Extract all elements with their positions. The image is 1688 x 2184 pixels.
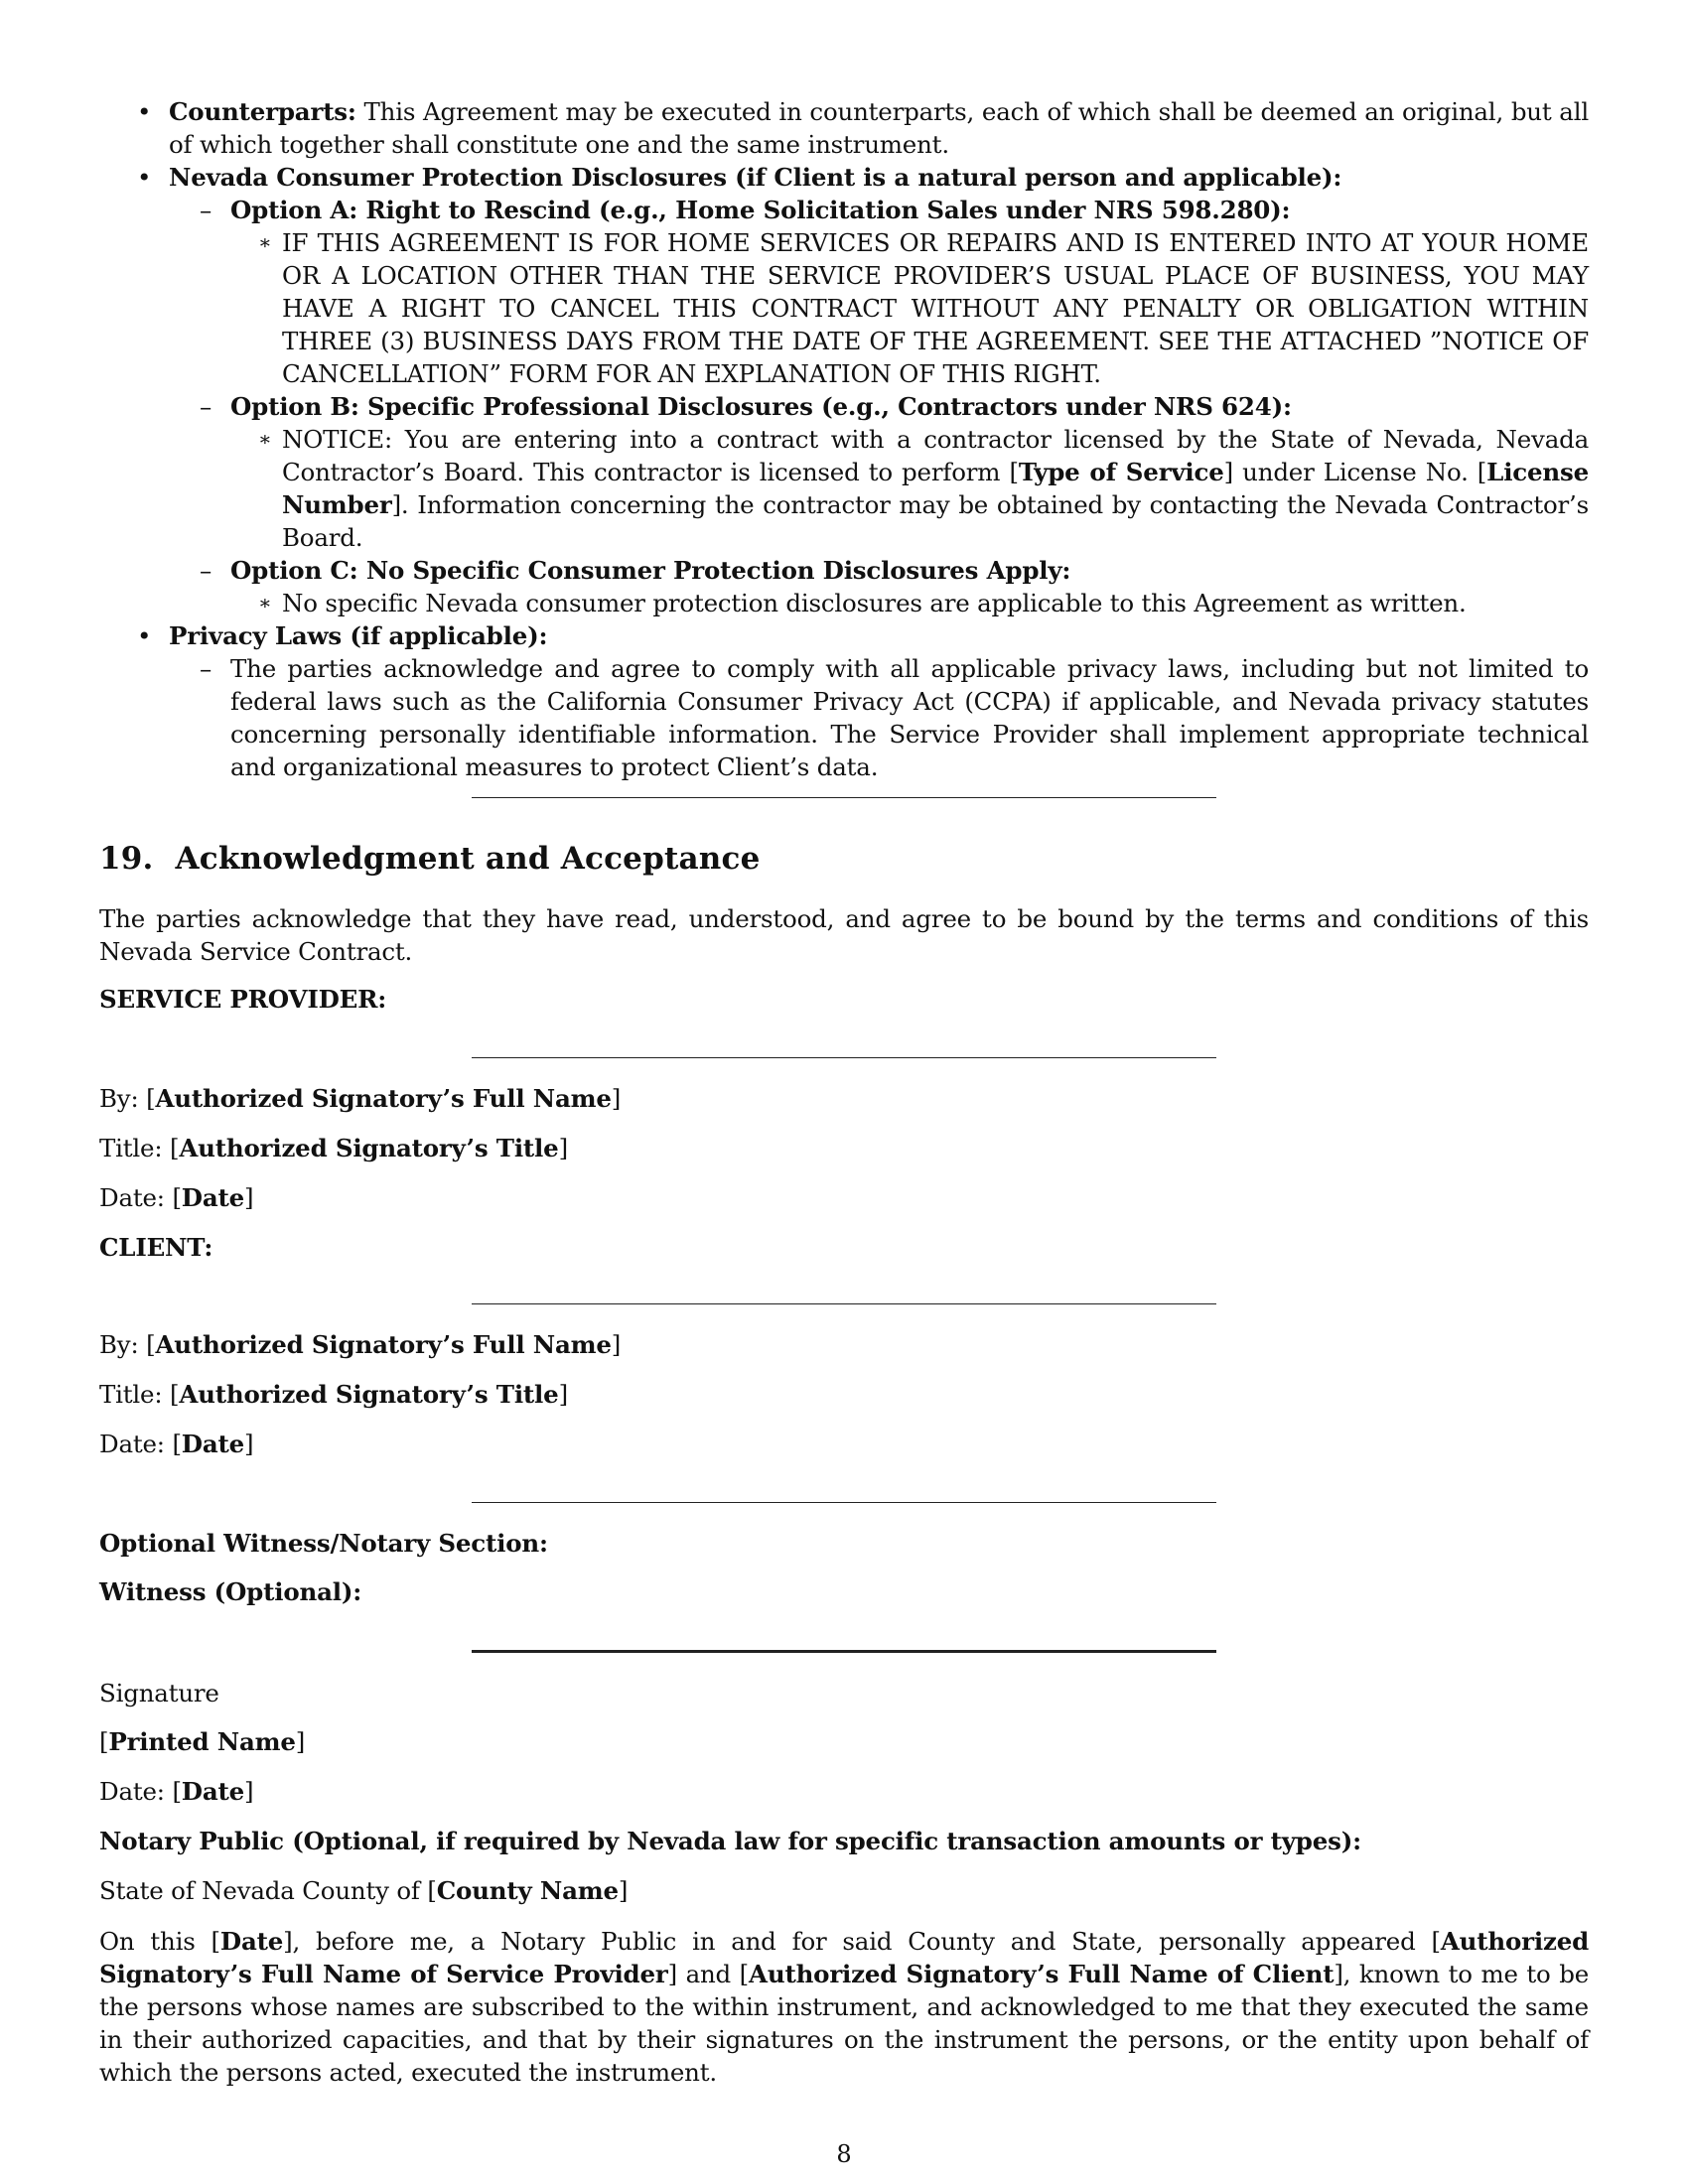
notary-provider-placeholder: Authorized Signatory’s Full Name of Service Provider [99,1927,1590,1988]
option-b-text-part: ] under License No. [ [1223,458,1487,486]
witness-date: Date: [Date] [99,1777,254,1806]
notary-text-part: ], known to me to be the persons whose names are subscribed to the within instrument, and acknowledged to me that they executed the same in their authorized capacities, and that by their signatures on the instrument the persons, or the entity upon behalf of which the persons acted, executed the instrument. [99,1960,1589,2087]
client-date: Date: [Date] [99,1430,254,1458]
section-heading [99,843,1589,876]
option-b-text-part: NOTICE: You are entering into a contract with a contractor licensed by the State of Nevada, Nevada Contractor’s Board. This contractor is licensed to perform [ [282,425,1589,486]
option-c-text: ∗ No specific Nevada consumer protection disclosures are applicable to this Agreement as written. [230,587,1589,619]
provider-signature-line [472,1057,1216,1058]
by-label: By: [ [99,1084,156,1113]
client-heading: CLIENT: [99,1233,213,1262]
option-a-label: Option A: Right to Rescind (e.g., Home Solicitation Sales under NRS 598.280): [230,196,1291,224]
notary-county: State of Nevada County of [County Name] [99,1876,629,1905]
provider-name-placeholder: Authorized Signatory’s Full Name [155,1084,612,1113]
witness-signature-label: Signature [99,1679,219,1707]
list-item-nevada-disclosures [99,161,1589,619]
option-b-label: Option B: Specific Professional Disclosures (e.g., Contractors under NRS 624): [230,392,1292,421]
license-number-placeholder: License Number [282,458,1590,519]
witness-printed-name: [Printed Name] [99,1727,306,1756]
provider-by: By: [Authorized Signatory’s Full Name] [99,1084,622,1113]
list-item-counterparts [99,95,1589,161]
option-c-label: Option C: No Specific Consumer Protection Disclosures Apply: [230,556,1071,585]
notary-date-placeholder: Date [219,1927,284,1956]
privacy-text: – The parties acknowledge and agree to comply with all applicable privacy laws, including but not limited to federal laws such as the California Consumer Privacy Act (CCPA) if applicable, and Nevada privacy statutes concerning personally identifiable information. The Service Provider shall implement appropriate technical and organizational measures to protect Client’s data. [169,652,1589,783]
notary-acknowledgment [99,1925,1589,2089]
client-signature-line [472,1303,1216,1304]
witness-signature-line [472,1650,1216,1653]
option-b [169,390,1589,554]
section-intro: The parties acknowledge that they have read, understood, and agree to be bound by the terms and conditions of this Nevada Service Contract. [99,904,1589,966]
clause-list [99,95,1589,783]
witness-divider [472,1502,1216,1503]
client-title: Title: [Authorized Signatory’s Title] [99,1380,568,1409]
notary-heading: Notary Public (Optional, if required by Nevada law for specific transaction amounts or types): [99,1827,1361,1855]
date-label: Date: [99,1183,173,1212]
title-label: Title: [ [99,1134,180,1162]
notary-text-part: ], before me, a Notary Public in and for said County and State, personally appeared [ [283,1927,1441,1956]
option-a [169,194,1589,390]
nevada-disclosures-label: Nevada Consumer Protection Disclosures (if Client is a natural person and applicable): [169,163,1342,192]
type-of-service-placeholder: Type of Service [1018,458,1224,486]
provider-heading: SERVICE PROVIDER: [99,985,387,1014]
provider-title: Title: [Authorized Signatory’s Title] [99,1134,568,1162]
section-title [99,843,1589,876]
notary-client-placeholder: Authorized Signatory’s Full Name of Client [749,1960,1335,1988]
client-name-placeholder: Authorized Signatory’s Full Name [155,1330,612,1359]
notary-text-part: On this [ [99,1927,220,1956]
option-b-text-part: ]. Information concerning the contractor may be obtained by contacting the Nevada Contractor’s Board. [282,490,1589,552]
printed-name-placeholder: Printed Name [108,1727,296,1756]
option-a-text: ∗ IF THIS AGREEMENT IS FOR HOME SERVICES OR REPAIRS AND IS ENTERED INTO AT YOUR HOME OR A LOCATION OTHER THAN THE SERVICE PROVIDER’S USUAL PLACE OF BUSINESS, YOU MAY HAVE A RIGHT TO CANCEL THIS CONTRACT WITHOUT ANY PENALTY OR OBLIGATION WITHIN THREE (3) BUSINESS DAYS FROM THE DATE OF THE AGREEMENT. SEE THE ATTACHED ”NOTICE OF CANCELLATION” FORM FOR AN EXPLANATION OF THIS RIGHT. [230,226,1589,390]
county-placeholder: County Name [436,1876,619,1905]
witness-heading: Witness (Optional): [99,1577,362,1606]
option-c [169,554,1589,619]
list-item-privacy [99,619,1589,783]
date-label: Date: [99,1430,173,1458]
provider-title-placeholder: Authorized Signatory’s Title [179,1134,559,1162]
counterparts-label: Counterparts: [169,97,356,126]
by-label: By: [ [99,1330,156,1359]
date-label: Date: [99,1777,173,1806]
title-label: Title: [ [99,1380,180,1409]
client-by: By: [Authorized Signatory’s Full Name] [99,1330,622,1359]
privacy-label: Privacy Laws (if applicable): [169,621,548,650]
provider-date: Date: [Date] [99,1183,254,1212]
counterparts-text: This Agreement may be executed in counterparts, each of which shall be deemed an original, but all of which together shall constitute one and the same instrument. [169,97,1589,159]
section-divider [472,797,1216,798]
client-date-placeholder: Date [181,1430,245,1458]
client-title-placeholder: Authorized Signatory’s Title [179,1380,559,1409]
option-b-text [230,423,1589,554]
section-title-text: Acknowledgment and Acceptance [175,841,761,877]
witness-notary-heading: Optional Witness/Notary Section: [99,1529,548,1558]
state-county-text: State of Nevada County of [ [99,1876,437,1905]
notary-text-part: ] and [ [667,1960,750,1988]
provider-date-placeholder: Date [181,1183,245,1212]
section-number: 19. [99,841,154,877]
page-number: 8 [836,2140,852,2168]
witness-date-placeholder: Date [181,1777,245,1806]
